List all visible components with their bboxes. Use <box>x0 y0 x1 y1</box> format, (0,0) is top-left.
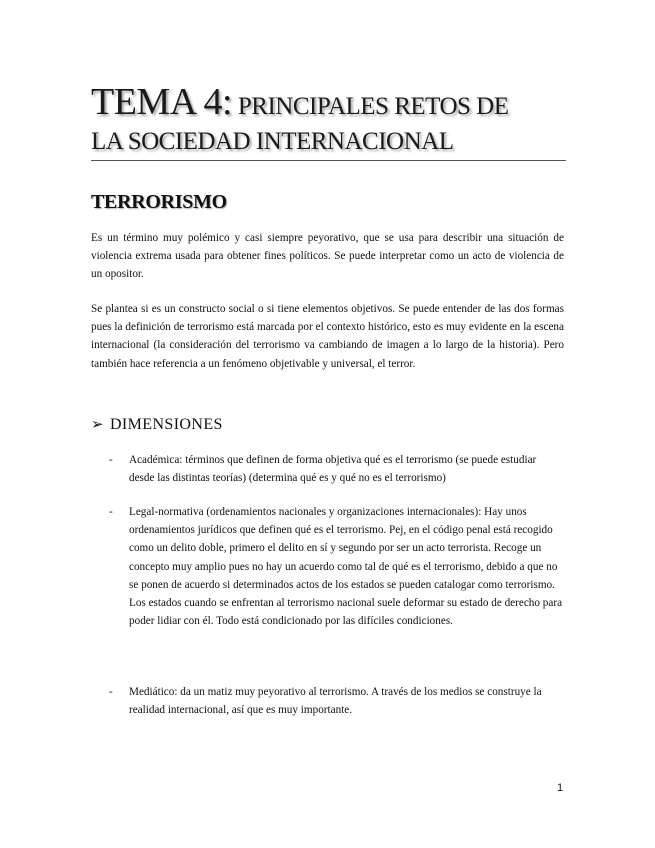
subsection-title: DIMENSIONES <box>109 416 223 433</box>
list-item-text: Legal-normativa (ordenamientos nacionales y organizaciones internacionales): Hay unos ordenamientos jurídicos que definen qué es el terrorismo. Pej, en el código penal está recogido como un delito doble, primero el delito en sí y segundo por ser un acto terrorista. Recoge un concepto muy amplio pues no hay un acuerdo como tal de qué es el terrorismo, debido a que no se ponen de acuerdo si determinados actos de los estados se pueden catalogar como terrorismo. Los estados cuando se enfrentan al terrorismo nacional suele deformar su estado de derecho para poder lidiar con él. Todo está condicionado por las difíciles condiciones. <box>129 506 563 628</box>
list-item <box>109 503 564 630</box>
list-item <box>109 451 564 487</box>
list-item-text: Académica: términos que definen de forma objetiva qué es el terrorismo (se puede estudiar desde las distintas teorías) (determina qué es y qué no es el terrorismo) <box>129 454 537 485</box>
title-line-2: LA SOCIEDAD INTERNACIONAL <box>91 128 454 155</box>
title-line-1 <box>91 80 571 122</box>
paragraph-2: Se plantea si es un constructo social o si tiene elementos objetivos. Se puede entender de las dos formas pues la definición de terrorismo está marcada por el contexto histórico, esto es muy evidente en la escena internacional (la consideración del terrorismo va cambiando de imagen a lo largo de la historia). Pero también hace referencia a un fenómeno objetivable y universal, el terror. <box>91 303 564 370</box>
list-item-text: Mediático: da un matiz muy peyorativo al terrorismo. A través de los medios se construye la realidad internacional, así que es muy importante. <box>129 686 542 717</box>
paragraph-1: Es un término muy polémico y casi siempre peyorativo, que se usa para describir una situación de violencia extrema usada para obtener fines políticos. Se puede interpretar como un acto de violencia de un opositor. <box>91 232 564 281</box>
document-title <box>91 80 571 156</box>
dash-bullet-icon: - <box>109 686 113 698</box>
title-topic-number: TEMA 4: <box>91 81 233 123</box>
arrow-bullet-icon: ➢ <box>91 415 104 433</box>
page-number: 1 <box>557 782 564 794</box>
title-topic-name: PRINCIPALES RETOS DE <box>232 93 509 120</box>
dash-bullet-icon: - <box>109 454 113 466</box>
list-item <box>109 683 564 719</box>
title-divider <box>91 160 566 161</box>
section-heading: TERRORISMO <box>91 191 227 213</box>
subsection-heading <box>91 415 223 434</box>
dash-bullet-icon: - <box>109 506 113 518</box>
